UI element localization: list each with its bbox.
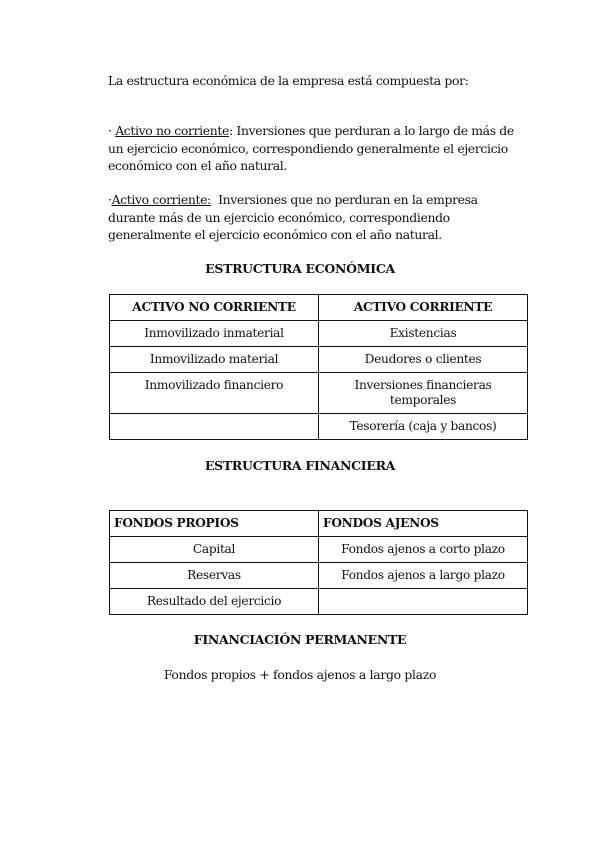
table-cell — [110, 414, 319, 440]
table-cell: Inversiones financieras temporales — [319, 373, 528, 414]
table-row — [110, 414, 528, 440]
bullet-prefix: · — [108, 192, 112, 207]
table-cell: Inmovilizado material — [110, 347, 319, 373]
table-row — [110, 589, 528, 615]
table-row — [110, 563, 528, 589]
table-cell: Fondos ajenos a largo plazo — [319, 563, 528, 589]
table-row — [110, 347, 528, 373]
bullet-prefix: · — [108, 123, 116, 138]
bullet-activo-no-corriente — [108, 122, 528, 175]
header-activo-no-corriente: ACTIVO NO CORRIENTE — [110, 295, 319, 321]
permanent-financing-title: FINANCIACIÓN PERMANENTE — [193, 632, 407, 647]
header-fondos-propios: FONDOS PROPIOS — [110, 511, 319, 537]
intro-text: La estructura económica de la empresa está compuesta por: — [108, 73, 469, 88]
table-row — [110, 321, 528, 347]
table-cell: Deudores o clientes — [319, 347, 528, 373]
financial-structure-title: ESTRUCTURA FINANCIERA — [204, 458, 396, 473]
bullet-term: Activo corriente: — [111, 192, 211, 207]
bullet-text: Inversiones que no perduran en la empresa durante más de un ejercicio económico, correspondiendo generalmente el ejercicio económico con el año natural. — [108, 192, 482, 242]
table-cell: Capital — [110, 537, 319, 563]
table-row — [110, 373, 528, 414]
table-cell — [319, 589, 528, 615]
table-header-row — [110, 295, 528, 321]
table-cell: Inmovilizado financiero — [110, 373, 319, 414]
header-activo-corriente: ACTIVO CORRIENTE — [319, 295, 528, 321]
table-cell: Resultado del ejercicio — [110, 589, 319, 615]
financial-structure-table — [109, 510, 528, 615]
economic-structure-title: ESTRUCTURA ECONÓMICA — [205, 261, 395, 276]
bullet-term: Activo no corriente — [115, 123, 229, 138]
economic-structure-table — [109, 294, 528, 440]
permanent-financing-formula: Fondos propios + fondos ajenos a largo plazo — [163, 667, 437, 682]
table-row — [110, 537, 528, 563]
bullet-text: : Inversiones que perduran a lo largo de más de un ejercicio económico, correspondiendo generalmente el ejercicio económico con el año natural. — [108, 123, 514, 173]
table-cell: Inmovilizado inmaterial — [110, 321, 319, 347]
header-fondos-ajenos: FONDOS AJENOS — [319, 511, 528, 537]
table-cell: Fondos ajenos a corto plazo — [319, 537, 528, 563]
bullet-activo-corriente — [108, 191, 528, 244]
table-cell: Reservas — [110, 563, 319, 589]
table-cell: Existencias — [319, 321, 528, 347]
table-cell: Tesorería (caja y bancos) — [319, 414, 528, 440]
table-header-row — [110, 511, 528, 537]
